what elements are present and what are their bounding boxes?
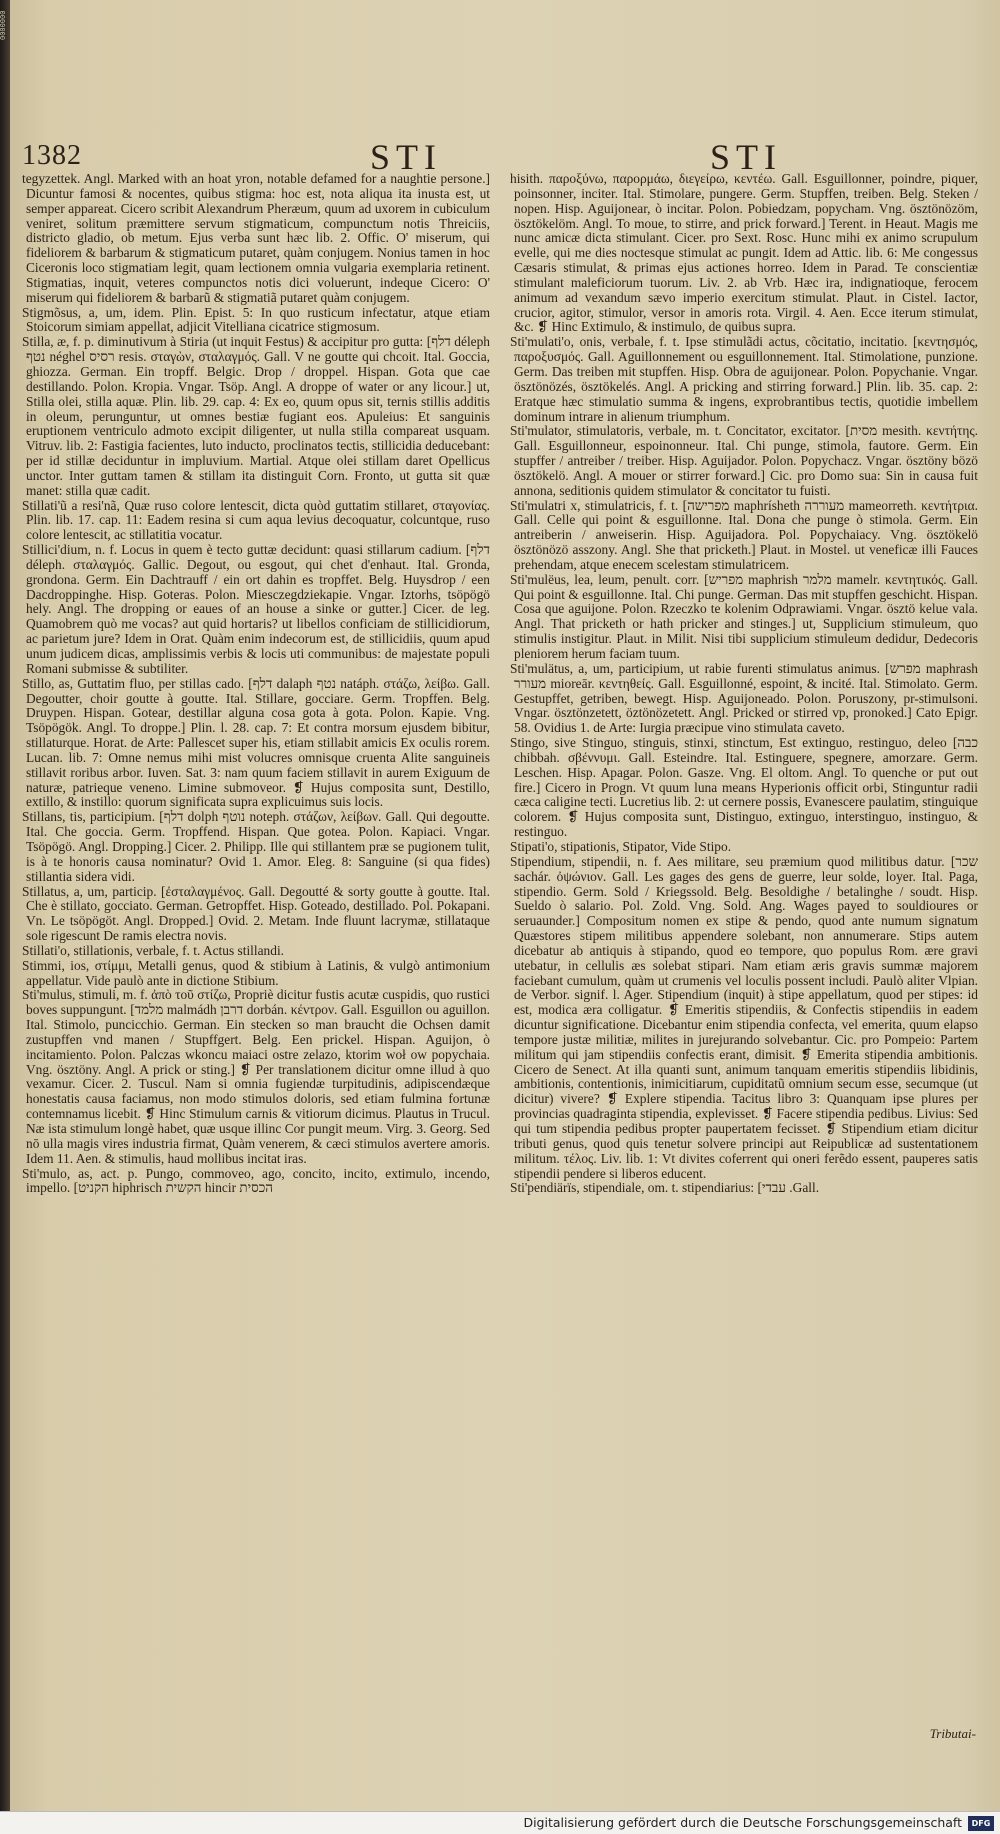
dictionary-entry: Stimmi, ios, στίμμι, Metalli genus, quod & stibium à Latinis, & vulgò antimonium appellatur. Vide paulò ante in dictione Stibium. bbox=[22, 957, 490, 988]
running-head-right: STI bbox=[710, 137, 782, 177]
dictionary-entry: tegyzettek. Angl. Marked with an hoat yron, notable defamed for a naughtie persone.] Dicuntur famosi & nocentes, quibus stigma: hoc est, nota aliqua ita inusta est, ut semper appareat. Cicero scribit Alexandrum Pheræum, quum ad uxorem in cubiculum veniret, solitum præmittere servum stigmaticum, compunctum notis Threiciis, districto gladio, ob metum. Ejus verba sunt hæc lib. 2. Offic. O' miserum, qui fideliorem & barbarum & stigmaticum putaret, quàm conjugem. Nonius tamen in hoc Ciceronis loco stigmatiam legit, quam lectionem omnia vulgaria exemplaria retinent. Stigmatias, inquit, veteres compunctos notis dici voluerunt, indeque Cicero: O' miserum qui fideliorem & barbarũ & stigmatiã putaret quàm conjugem. bbox=[22, 172, 490, 305]
dictionary-entry: Sti'mulati'o, onis, verbale, f. t. Ipse stimulãdi actus, cõcitatio, incitatio. [κεντησμός, παροξυσμός. Gall. Aguillonnement ou esguillonnement. Ital. Stimolatione, punzione. Germ. Das treiben mit stupffen. Hisp. Obra de aguijonear. Polon. Popychanie. Vngar. ösztönözés, ösztökelés. Angl. A pricking and stirring forward.] Plin. lib. 35. cap. 2: Eratque hæc stimulatio summa & ingens, exprobrantibus tectis, quotidie imbellem dominum intrare in alienum triumphum. bbox=[510, 334, 978, 424]
catchword: Tributai- bbox=[929, 1726, 976, 1741]
dictionary-entry: Stillatus, a, um, particip. [ἐσταλαγμένος. Gall. Degoutté & sorty goutte à goutte. Ital. Che è stillato, gocciato. German. Getropffet. Hisp. Goteado, destillado. Pol. Pokapani. Vn. Le tsöpögöt. Angl. Dropped.] Ovid. 2. Metam. Inde fluunt lacrymæ, stillataque sole rigescunt De ramis electra novis. bbox=[22, 883, 490, 944]
dictionary-entry: Stillati'o, stillationis, verbale, f. t. Actus stillandi. bbox=[22, 942, 285, 958]
catalog-number: 0000000 bbox=[0, 10, 8, 40]
dictionary-entry: Stigmõsus, a, um, idem. Plin. Epist. 5: In quo rusticum infectatur, atque etiam Stoicorum simiam appellat, adjicit Vitelliana cicatrice stigmosum. bbox=[22, 304, 490, 335]
dictionary-entry: Sti'mulator, stimulatoris, verbale, m. t. Concitator, excitator. [מסית mesith. κεντήτης. Gall. Esguillonneur, espoinonneur. Ital. Chi punge, stimola, fautore. Germ. Ein stupffer / antreiber / treiber. Hisp. Aguijador. Polon. Popychacz. Vngar. ösztöny bözö ösztökelö. Angl. A mouer or stirrer forward.] Cic. pro Domo sua: Sin in causa fuit annona, seditionis quidem stimulator & concitator tu fuisti. bbox=[510, 423, 978, 498]
dictionary-entry: Sti'mulo, as, act. p. Pungo, commoveo, ago, concito, incito, extimulo, incendo, impello. [הקניט hiphrisch הקשית hincir הכסית bbox=[22, 1165, 490, 1196]
dictionary-entry: Stilla, æ, f. p. diminutivum à Stiria (ut inquit Festus) & accipitur pro gutta: [דלף déleph נטף néghel רסיס resis. σταγὼν, σταλαγμός. Gall. V ne goutte qui chcoit. Ital. Goccia, ghiozza. German. Ein tropff. Belgic. Drop / droppel. Hispan. Gota que cae destillando. Polon. Kropia. Vngar. Tsöp. Angl. A droppe of water or any licour.] ut, Stilla olei, stilla aquæ. Plin. lib. 29. cap. 4: Ex eo, quum opus sit, ternis stillis additis in oleum, perunguntur, ut omnes bestiæ fugiant eos. Apuleius: Et sanguinis eruptionem ventriculo admoto excipit diligenter, ut nulla stilla compareat usquam. Vitruv. lib. 2: Fastigia facientes, luto inducto, proclinatos tectis, stillicidia deducebant: per id stillæ deciduntur in impluvium. Martial. Atque olei stillam daret Opellicus unctor. Inter guttam tamen & stillam ita distinguit Corn. Fronto, ut gutta sit quæ manet: stilla quæ cadit. bbox=[22, 334, 490, 498]
digitization-footer bbox=[0, 1811, 1000, 1834]
binding-shadow bbox=[0, 0, 10, 1834]
right-column bbox=[510, 172, 978, 1784]
dictionary-entry: Stillici'dium, n. f. Locus in quem è tecto guttæ decidunt: quasi stillarum cadium. [דלף déleph. σταλαγμός. Gallic. Degout, ou esgout, qui chet d'enhaut. Ital. Gronda, grondona. Germ. Ein Dachtrauff / ein ort dahin es tropffet. Belg. Huysdrop / een Dacdroppinghe. Hisp. Goteras. Polon. Miesczegdziekapie. Vngar. Iztorhs, tsöpögö hely. Angl. The dropping or eaues of an house a sinke or gutter.] Cicer. de leg. Quamobrem quò me vocas? aut quid hortaris? ut libellos conficiam de stillicidiorum, ac parietum jure? Idem in Orat. Quàm enim indecorum est, de stillicidiis, quum apud unum judicem dicas, amplissimis verbis & locis uti communibus: de majestate populi Romani submisse & subtiliter. bbox=[22, 542, 490, 676]
dictionary-entry: Stipati'o, stipationis, Stipator, Vide Stipo. bbox=[510, 838, 732, 854]
dictionary-entry: Sti'mulus, stimuli, m. f. ἀπὸ τοῦ στίζω, Propriè dicitur fustis acutæ cuspidis, quo rustici boves suppungunt. [מלמד malmádh דרבן dorbán. κέντρον. Gall. Esguillon ou aguillon. Ital. Stimolo, puncicchio. German. Ein stecken so man braucht die Ochsen damit zustupffen vnd manen / Stupffgert. Belg. Een prickel. Hispan. Aguijon, ò incitamiento. Polon. Palczas wkoncu maiaci ostre zelazo, ktorim woł ow popychaia. Vng. ösztöny. Angl. A prick or sting.] ❡ Per translationem dicitur omne illud à quo vexamur. Cicer. 2. Tuscul. Nam si omnia fugiendæ turpitudinis, adipiscendæque honestatis causa faciamus, non modo stimulos doloris, sed etiam fulmina fortunæ contemnamus licebit. ❡ Hinc Stimulum carnis & vitiorum dicimus. Plautus in Trucul. Næ ista stimulum longè habet, quæ usque illinc Cor pungit meum. Virg. 3. Georg. Sed nō ulla magis vires industria firmat, Quàm venerem, & cæci stimulos avertere amoris. Idem 11. Aen. & stimulis, haud mollibus incitat iras. bbox=[22, 987, 490, 1166]
dictionary-entry: Stipendium, stipendii, n. f. Aes militare, seu præmium quod militibus datur. [שכר sachár. ὀψώνιον. Gall. Les gages des gens de guerre, leur solde, loyer. Ital. Paga, stipendio. Germ. Sold / Kriegssold. Belg. Besoldighe / betalinghe / soudt. Hisp. Sueldo ò salario. Pol. Zold. Vng. Sold. Ang. Wages payed to souldioures or seruaunder.] Compositum nomen ex stipe & pendo, quod ante numum signatum Quæstores stipem militibus appendere solebant, non annumerare. Stips autem dicebatur ab antiquis à stipando, quod eo tempore, quo populus Rom. ære gravi utebatur, in cellulis æs solebat stipari. Nam etiam æris gravis summæ majorem faciebant cumulum, quàm ut crumenis vel loculis possent includi. Paulò aliter Vlpian. de Verbor. signif. l. Ager. Stipendium (inquit) à stipe appellatum, quod per stipes: id est, modica æra colligatur. ❡ Emeritis stipendiis, & Confectis stipendiis in eadem dicuntur significatione. Dicebantur enim stipendia confecta, vel emerita, quum elapso tempore justæ militiæ, milites in jurejurando solvebantur. Cic. pro Pompeio: Partem militum qui jam stipendiis confectis erant, dimisit. ❡ Emerita stipendia ambitionis. Cicero de Senect. At illa quanti sunt, animum tanquam emeritis stipendiis libidinis, ambitionis, contentionis, inimicitiarum, cupiditatũ omnium secum esse, secumque (ut dicitur) vivere? ❡ Explere stipendia. Tacitus libro 3: Quanquam ipse plures per provincias quadraginta stipendia, explevisset. ❡ Facere stipendia pedibus. Livius: Sed qui tum stipendia pedibus propter paupertatem fecisset. ❡ Stipendium etiam dicitur tributi genus, quod quis tenetur solvere principi aut Reipublicæ ad sustentationem militum. τέλος. Liv. lib. 1: Vt divites coferrent qui oneri ferẽdo essent, pauperes satis stipendii pendere si liberos educent. bbox=[510, 853, 978, 1181]
dfg-logo: DFG bbox=[968, 1816, 994, 1831]
dictionary-entry: Stingo, sive Stinguo, stinguis, stinxi, stinctum, Est extinguo, restinguo, deleo [כבה chibbah. σβέννυμι. Gall. Esteindre. Ital. Estinguere, spegnere, amorzare. Germ. Leschen. Hisp. Apagar. Polon. Gasze. Vng. El oltom. Angl. To quenche or put out fire.] Cicero in Progn. Vt quum luna means Hyperionis officit orbi, Stinguntur radii cæca caligine tecti. Lucretius lib. 2: ut cernere possis, Evanescere paulatim, stinguique colorem. ❡ Hujus composita sunt, Distinguo, extinguo, interstinguo, instinguo, & restinguo. bbox=[510, 735, 978, 840]
dictionary-entry: Sti'mulätus, a, um, participium, ut rabie furenti stimulatus animus. [מפרש maphrash מעורר mioreār. κεντηθείς. Gall. Esguillonné, espoint, & incité. Ital. Stimolato. Germ. Gestupffet, getriben, bewegt. Hisp. Aguijoneado. Polon. Poruszony, pr-stimulsoni. Vngar. ösztönzetett, öztönözetett. Angl. Pricked or stirred vp, pronoked.] Cato Epigr. 58. Ovidius 1. de Arte: Iurgia præcipue vino stimulata caveto. bbox=[510, 660, 978, 736]
dictionary-entry: Sti'mulëus, lea, leum, penult. corr. [מפריש maphrish מלמר mamelr. κεντητικός. Gall. Qui point & esguillonne. Ital. Chi punge. German. Das mit stupffen geschicht. Hispan. Cosa que aguijone. Polon. Rzeczko te kolenim Odprawiami. Vngar. ösztö kelue vala. Angl. That pricketh or hath pricker and stinges.] ut, Supplicium stimuleum, quo stimulis instigitur. Plaut. in Milit. Nisi tibi supplicium stimuleum dedidur, Dedecoris pleniorem herum faciam tuum. bbox=[510, 571, 978, 661]
dictionary-entry: Sti'pendiärïs, stipendiale, om. t. stipendiarius: [עבדי .Gall. bbox=[510, 1180, 820, 1196]
page-number: 1382 bbox=[22, 140, 82, 171]
dictionary-page bbox=[10, 0, 1000, 1834]
dictionary-entry: hisith. παροξύνω, παρορμάω, διεγείρω, κεντέω. Gall. Esguillonner, poindre, piquer, poinsonner, inciter. Ital. Stimolare, pungere. Germ. Stupffen, treiben. Belg. Steken / nopen. Hisp. Aguijonear, ò incitar. Polon. Pobiedzam, popycham. Vng. ösztönözöm, ösztökelöm. Angl. To moue, to stirre, and prick forward.] Terent. in Heaut. Magis me nunc amicæ dicta stimulant. Cicer. pro Sext. Rosc. Hunc mihi ex animo scrupulum evelle, qui me dies noctesque stimulat ac pungit. Idem ad Attic. lib. 6: Me congessus Cæsaris stimulat, & primas ejus actiones horreo. Idem in Parad. Te conscientiæ stimulant maleficiorum tuorum. Liv. 2. ab Vrb. Hæc ira, indignatioque, ferocem animum ad vexandum sævo imperio exercitum stimulat. Plaut. in Cistel. Iactor, crucior, agitor, stimulor, versor in amoris rota. Virgil. 4. Aen. Ecce iterum stimulat, &c. ❡ Hinc Extimulo, & instimulo, de quibus supra. bbox=[510, 172, 978, 335]
funding-notice: Digitalisierung gefördert durch die Deutsche Forschungsgemeinschaft bbox=[523, 1815, 962, 1830]
dictionary-entry: Stillans, tis, participium. [דלף dolph נוטף noteph. στάζων, λείβων. Gall. Qui degoutte. Ital. Che goccia. Germ. Tropffend. Hispan. Que gotea. Polon. Kapiaci. Vngar. Tsöpögö. Angl. Dropping.] Cicer. 2. Philipp. Ille qui stillantem præ se pugionem tulit, is à te honoris causa nominatur? Ovid 1. Amor. Eleg. 8: Sanguine (si qua fides) stillantia sidera vidi. bbox=[22, 809, 490, 884]
dictionary-entry: Stillati'ũ a resi'nã, Quæ ruso colore lentescit, dicta quòd guttatim stillaret, σταγονίας. Plin. lib. 17. cap. 11: Eadem resina si cum aqua levius decoquatur, colcuntque, ruso colore lentescit, ac stillatitia vocatur. bbox=[22, 497, 490, 543]
left-column bbox=[22, 172, 490, 1784]
dictionary-entry: Sti'mulatri x, stimulatricis, f. t. [מפרישה maphrísheth מעוררה mameorreth. κεντήτρια. Gall. Celle qui point & esguillonne. Ital. Dona che punge ò stimola. Germ. Ein antreiberin / anweiserin. Hisp. Aguijadora. Pol. Popychaiacy. Vng. ösztökelö ösztönözö asszony. Angl. She that pricketh.] Plaut. in Mostel. ut veneficæ illi Fauces prehendam, atque enecem scelestam stimulatricem. bbox=[510, 497, 978, 572]
dictionary-entry: Stillo, as, Guttatim fluo, per stillas cado. [דלף dalaph נטף natáph. στάζω, λείβω. Gall. Degoutter, choir goutte à goutte. Ital. Stillare, gocciare. Germ. Tropffen. Belg. Druypen. Hispan. Gotear, destillar alguna cosa gota à gota. Polon. Kapie. Vng. Tsöpögök. Angl. To droppe.] Plin. l. 28. cap. 7: Et contra morsum ejusdem bibitur, stillaturque. Horat. de Arte: Pallescet super his, etiam stillabit amicis Ex oculis rorem. Lucan. lib. 7: Omne nemus mihi mist volucres omnisque cruenta Alite sanguineis stillavit roribus arbor. Iuven. Sat. 3: nam quum faciem stillavit in aurem Exiguum de naturæ, patrieque veneno. Limine submoveor. ❡ Hujus composita sunt, Destillo, extillo, & instillo: quorum significata supra explicuimus suis locis. bbox=[22, 675, 490, 810]
running-head-left: STI bbox=[370, 137, 442, 177]
